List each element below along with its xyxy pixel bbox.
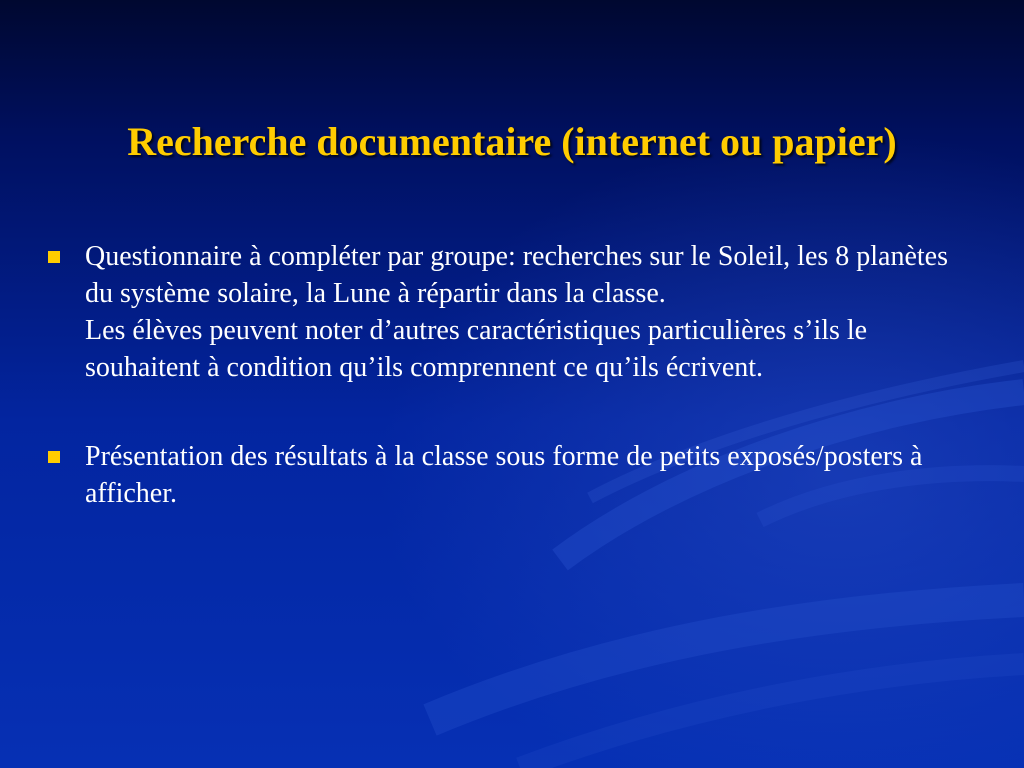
slide-title: Recherche documentaire (internet ou papier)	[127, 119, 897, 164]
bullet-item-presentation	[45, 438, 975, 512]
bullet-item-questionnaire	[45, 238, 975, 386]
bullet-continuation-text: Les élèves peuvent noter d’autres caractéristiques particulières s’ils le souhaitent à condition qu’ils comprennent ce qu’ils écrivent.	[85, 315, 868, 383]
bullet-text: Questionnaire à compléter par groupe: recherches sur le Soleil, les 8 planètes du système solaire, la Lune à répartir dans la classe.	[85, 241, 949, 309]
bullet-list	[45, 238, 975, 512]
bullet-text: Présentation des résultats à la classe sous forme de petits exposés/posters à afficher.	[85, 441, 923, 509]
square-bullet-icon	[48, 251, 60, 263]
square-bullet-icon	[48, 451, 60, 463]
